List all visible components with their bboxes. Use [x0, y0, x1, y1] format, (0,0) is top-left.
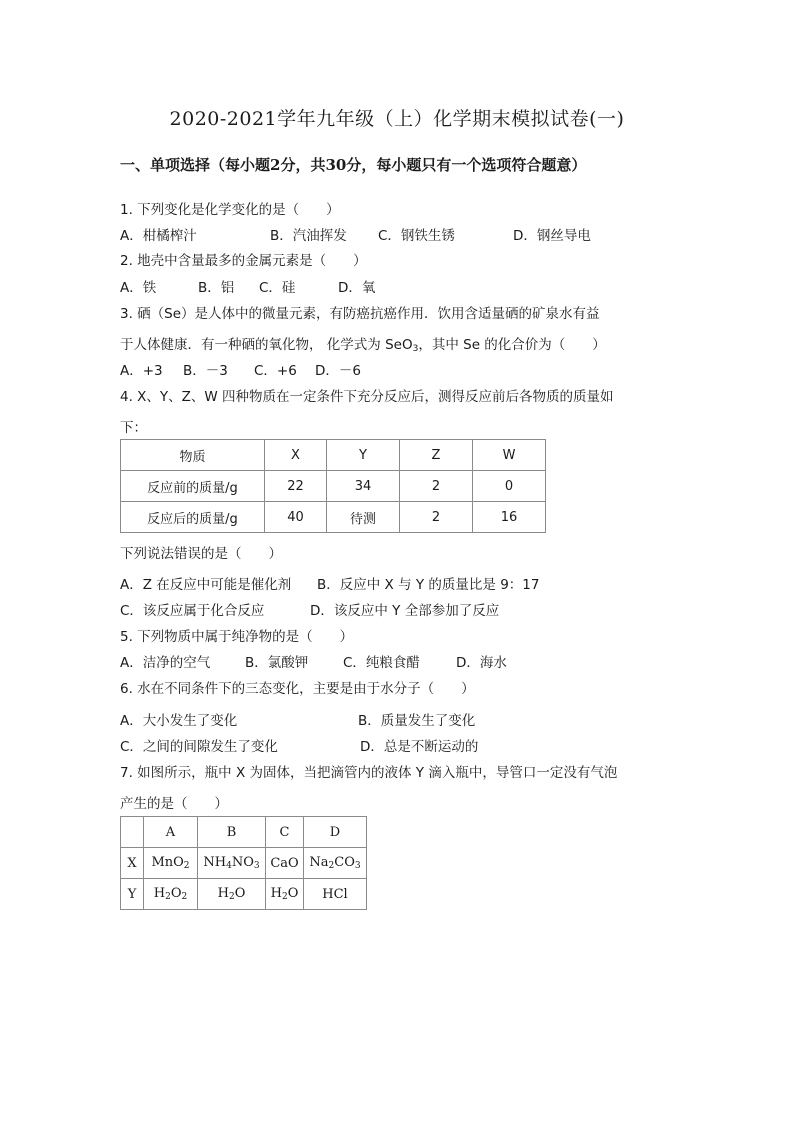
table-header-cell: D	[304, 817, 367, 848]
question-6-option-d: D．总是不断运动的	[360, 739, 479, 755]
table-header-cell: B	[198, 817, 266, 848]
question-6-option-a: A．大小发生了变化	[120, 713, 238, 729]
question-7-stem-line-1: 7. 如图所示，瓶中 X 为固体，当把滴管内的液体 Y 滴入瓶中，导管口一定没有气泡	[120, 765, 618, 781]
question-3-option-a: A．+3	[120, 363, 163, 379]
question-4-stem-line-2: 下：	[120, 420, 147, 436]
question-5-option-a: A．洁净的空气	[120, 655, 211, 671]
question-3-option-b: B．－3	[183, 363, 228, 379]
table-cell: $Na_2CO_3$	[304, 848, 367, 879]
table-header-cell: 物质	[121, 440, 265, 471]
table-row-label: Y	[121, 879, 144, 910]
table-header-cell	[121, 817, 144, 848]
table-cell: MnO$_2$	[144, 848, 198, 879]
table-cell: 反应后的质量/g	[121, 502, 265, 533]
question-3-option-d: D．－6	[315, 363, 361, 379]
reagent-table	[120, 816, 367, 910]
table-header-cell: Z	[400, 440, 473, 471]
table-cell: 待测	[327, 502, 400, 533]
question-3-stem-line-2: 于人体健康．有一种硒的氧化物， 化学式为 SeO$_3$，其中 Se 的化合价为（ ）	[120, 337, 606, 354]
mass-data-table	[120, 439, 546, 533]
table-row	[121, 848, 367, 879]
question-1-stem: 1. 下列变化是化学变化的是（ ）	[120, 202, 340, 218]
question-1-option-b: B．汽油挥发	[270, 228, 347, 244]
question-4-option-a: A．Z 在反应中可能是催化剂	[120, 577, 292, 593]
table-cell: $H_2O_2$	[144, 879, 198, 910]
question-7-stem-line-2: 产生的是（ ）	[120, 796, 228, 812]
question-6-stem: 6. 水在不同条件下的三态变化，主要是由于水分子（ ）	[120, 681, 475, 697]
question-1-option-a: A．柑橘榨汁	[120, 228, 197, 244]
table-header-cell: C	[266, 817, 304, 848]
question-5-option-b: B．氯酸钾	[245, 655, 309, 671]
table-header-cell: X	[265, 440, 327, 471]
table-cell: HCl	[304, 879, 367, 910]
question-2-stem: 2. 地壳中含量最多的金属元素是（ ）	[120, 253, 367, 269]
table-cell: 34	[327, 471, 400, 502]
question-3-option-c: C．+6	[254, 363, 297, 379]
table-header-row	[121, 440, 546, 471]
question-4-prompt: 下列说法错误的是（ ）	[120, 546, 282, 562]
table-cell: $H_2O$	[198, 879, 266, 910]
question-6-option-b: B．质量发生了变化	[358, 713, 476, 729]
question-2-option-b: B．铝	[198, 280, 235, 296]
question-1-option-c: C．钢铁生锈	[378, 228, 455, 244]
question-5-option-c: C．纯粮食醋	[343, 655, 420, 671]
table-cell: $NH_4NO_3$	[198, 848, 266, 879]
question-4-stem-line-1: 4. X、Y、Z、W 四种物质在一定条件下充分反应后，测得反应前后各物质的质量如	[120, 389, 614, 405]
question-3-stem-line-1: 3. 硒（Se）是人体中的微量元素，有防癌抗癌作用．饮用含适量硒的矿泉水有益	[120, 306, 600, 322]
question-1-option-d: D．钢丝导电	[513, 228, 591, 244]
table-header-cell: A	[144, 817, 198, 848]
table-header-cell: W	[473, 440, 546, 471]
table-cell: 2	[400, 502, 473, 533]
table-cell: 22	[265, 471, 327, 502]
table-cell: 40	[265, 502, 327, 533]
table-row	[121, 879, 367, 910]
question-5-option-d: D．海水	[456, 655, 507, 671]
table-cell: 16	[473, 502, 546, 533]
question-6-option-c: C．之间的间隙发生了变化	[120, 739, 278, 755]
question-2-option-a: A．铁	[120, 280, 157, 296]
table-cell: CaO	[266, 848, 304, 879]
table-header-cell: Y	[327, 440, 400, 471]
section-heading: 一、单项选择（每小题2分，共30分，每小题只有一个选项符合题意）	[120, 156, 587, 174]
question-4-option-d: D．该反应中 Y 全部参加了反应	[310, 603, 500, 619]
page-title: 2020-2021学年九年级（上）化学期末模拟试卷(一)	[169, 108, 625, 130]
table-cell: 2	[400, 471, 473, 502]
question-4-option-c: C．该反应属于化合反应	[120, 603, 265, 619]
table-row	[121, 471, 546, 502]
table-cell: $H_2O$	[266, 879, 304, 910]
table-row-label: X	[121, 848, 144, 879]
table-row	[121, 502, 546, 533]
question-2-option-c: C．硅	[259, 280, 296, 296]
question-4-option-b: B．反应中 X 与 Y 的质量比是 9：17	[317, 577, 540, 593]
table-cell: 反应前的质量/g	[121, 471, 265, 502]
table-cell: 0	[473, 471, 546, 502]
table-header-row	[121, 817, 367, 848]
question-2-option-d: D．氧	[338, 280, 376, 296]
question-5-stem: 5. 下列物质中属于纯净物的是（ ）	[120, 629, 354, 645]
